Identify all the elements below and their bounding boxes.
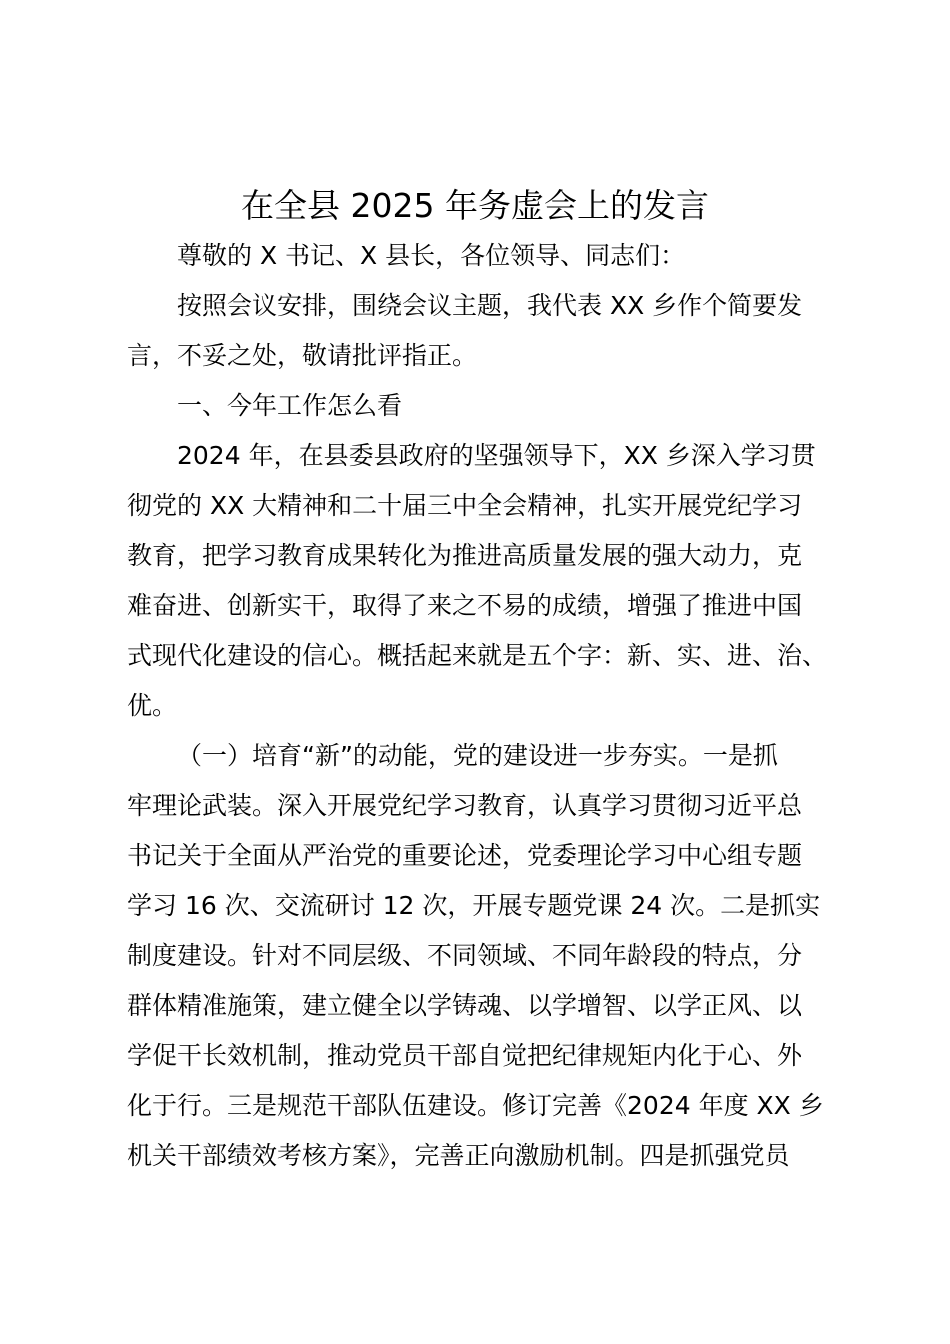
paragraph-line: 化于行。三是规范干部队伍建设。修订完善《2024 年度 XX 乡 (127, 1091, 824, 1120)
paragraph-line: 教育，把学习教育成果转化为推进高质量发展的强大动力，克 (127, 541, 803, 570)
paragraph-line: 式现代化建设的信心。概括起来就是五个字：新、实、进、治、 (127, 641, 828, 670)
paragraph-line: 言，不妥之处，敬请批评指正。 (127, 341, 478, 370)
paragraph-line: 按照会议安排，围绕会议主题，我代表 XX 乡作个简要发 (177, 291, 803, 320)
paragraph-line: 学促干长效机制，推动党员干部自觉把纪律规矩内化于心、外 (127, 1041, 803, 1070)
section-heading: 一、今年工作怎么看 (177, 391, 403, 420)
paragraph-line: 群体精准施策，建立健全以学铸魂、以学增智、以学正风、以 (127, 991, 803, 1020)
paragraph-line: 制度建设。针对不同层级、不同领域、不同年龄段的特点，分 (127, 941, 803, 970)
paragraph-line: 书记关于全面从严治党的重要论述，党委理论学习中心组专题 (127, 841, 803, 870)
paragraph-line: 难奋进、创新实干，取得了来之不易的成绩，增强了推进中国 (127, 591, 803, 620)
salutation-line: 尊敬的 X 书记、X 县长，各位领导、同志们： (177, 241, 686, 270)
paragraph-line: 优。 (127, 691, 178, 720)
paragraph-line: （一）培育“新”的动能，党的建设进一步夯实。一是抓 (177, 741, 778, 770)
paragraph-line: 牢理论武装。深入开展党纪学习教育，认真学习贯彻习近平总 (127, 791, 803, 820)
paragraph-line: 机关干部绩效考核方案》，完善正向激励机制。四是抓强党员 (127, 1141, 790, 1170)
paragraph-line: 2024 年，在县委县政府的坚强领导下，XX 乡深入学习贯 (177, 441, 816, 470)
paragraph-line: 学习 16 次、交流研讨 12 次，开展专题党课 24 次。二是抓实 (127, 891, 821, 920)
document-title: 在全县 2025 年务虚会上的发言 (241, 186, 709, 225)
paragraph-line: 彻党的 XX 大精神和二十届三中全会精神，扎实开展党纪学习 (127, 491, 803, 520)
